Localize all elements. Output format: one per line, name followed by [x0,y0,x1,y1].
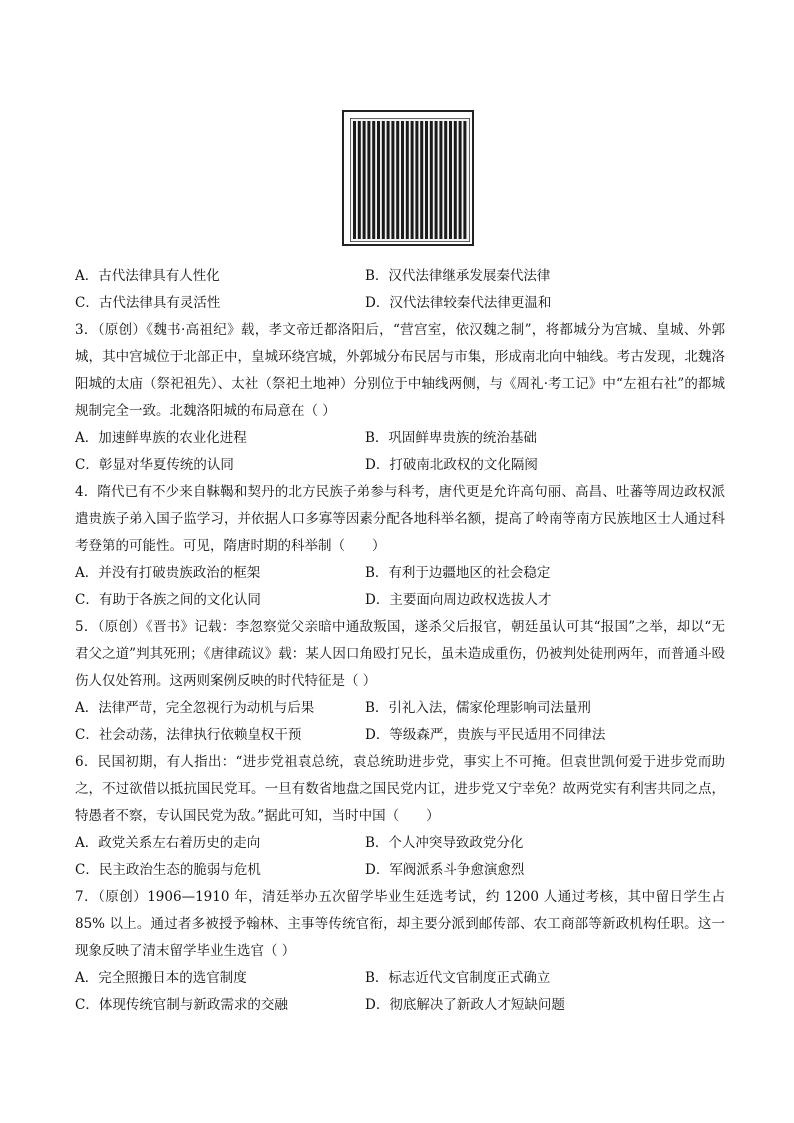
strip [372,121,375,239]
q6-options [75,830,725,884]
q2-option-d[interactable]: D．汉代法律较秦代法律更温和 [365,295,552,311]
q3-option-a[interactable]: A．加速鲜卑族的农业化进程 [75,430,247,446]
q7-options [75,965,725,1019]
strip [358,121,361,239]
q4-option-d[interactable]: D．主要面向周边政权选拔人才 [365,592,552,608]
vertical-strips-image [350,118,470,242]
question-5 [75,614,725,749]
strip [435,121,438,239]
q6-option-a[interactable]: A．政党关系左右着历史的走向 [75,835,261,851]
q3-options [75,425,725,479]
strip [415,121,418,239]
q4-stem: 4．隋代已有不少来自靺鞨和契丹的北方民族子弟参与科考，唐代更是允许高句丽、高昌、吐蕃等周边政权派遣贵族子弟入国子监学习，并依据人口多寡等因素分配各地科举名额，提高了岭南等南方民族地区士人通过科考登第的可能性。可见，隋唐时期的科举制（ ） [75,484,725,554]
q6-option-d[interactable]: D．军阀派系斗争愈演愈烈 [365,862,525,878]
q4-option-b[interactable]: B．有利于边疆地区的社会稳定 [365,565,551,581]
q7-stem: 7．（原创）1906—1910 年，清廷举办五次留学毕业生廷选考试，约 1200 人通过考核，其中留日学生占 85% 以上。通过者多被授予翰林、主事等传统官衔，却主要分派到邮传部、农工商部等新政机构任职。这一现象反映了清末留学毕业生选官（ ） [75,889,725,959]
q3-option-d[interactable]: D．打破南北政权的文化隔阂 [365,457,538,473]
strip [353,121,356,239]
strip [377,121,380,239]
strip [420,121,423,239]
q7-option-d[interactable]: D．彻底解决了新政人才短缺问题 [365,997,565,1013]
q7-option-b[interactable]: B．标志近代文官制度正式确立 [365,970,551,986]
q4-options [75,560,725,614]
q3-stem: 3．（原创）《魏书·高祖纪》载，孝文帝迁都洛阳后，“营宫室，依汉魏之制”，将都城分为宫城、皇城、外郭城，其中宫城位于北部正中，皇城环绕宫城，外郭城分布民居与市集，形成南北向中轴线。考古发现，北魏洛阳城的太庙（祭祀祖先）、太社（祭祀土地神）分别位于中轴线两侧，与《周礼·考工记》中“左祖右社”的都城规制完全一致。北魏洛阳城的布局意在（ ） [75,322,725,419]
q5-options [75,695,725,749]
strip [454,121,457,239]
q5-stem: 5．（原创）《晋书》记载：李忽察觉父亲暗中通敌叛国，遂杀父后报官，朝廷虽认可其“报国”之举，却以“无君父之道”判其死刑；《唐律疏议》载：某人因口角殴打兄长，虽未造成重伤，仍被判处徒刑两年，而普通斗殴伤人仅处笞刑。这两则案例反映的时代特征是（ ） [75,619,725,689]
question-6 [75,749,725,884]
question-3 [75,317,725,479]
q3-option-c[interactable]: C．彰显对华夏传统的认同 [75,457,234,473]
strip [363,121,366,239]
strip [387,121,390,239]
strip [406,121,409,239]
q5-option-d[interactable]: D．等级森严，贵族与平民适用不同律法 [365,727,606,743]
q2-option-b[interactable]: B．汉代法律继承发展秦代法律 [365,268,551,284]
strip [439,121,442,239]
strip [430,121,433,239]
strip [444,121,447,239]
strip [382,121,385,239]
strip [401,121,404,239]
q4-option-c[interactable]: C．有助于各族之间的文化认同 [75,592,261,608]
q5-option-c[interactable]: C．社会动荡，法律执行依赖皇权干预 [75,727,302,743]
strip [463,121,466,239]
q6-option-b[interactable]: B．个人冲突导致政党分化 [365,835,524,851]
q7-option-c[interactable]: C．体现传统官制与新政需求的交融 [75,997,288,1013]
q2-options [75,263,725,317]
question-7 [75,884,725,1019]
strip [449,121,452,239]
q7-option-a[interactable]: A．完全照搬日本的选官制度 [75,970,247,986]
strip [391,121,394,239]
question-4 [75,479,725,614]
q2-option-c[interactable]: C．古代法律具有灵活性 [75,295,221,311]
q5-option-a[interactable]: A．法律严苛，完全忽视行为动机与后果 [75,700,315,716]
strip [396,121,399,239]
strip [459,121,462,239]
question-2 [75,263,725,317]
q6-option-c[interactable]: C．民主政治生态的脆弱与危机 [75,862,261,878]
q2-option-a[interactable]: A．古代法律具有人性化 [75,268,220,284]
q5-option-b[interactable]: B．引礼入法，儒家伦理影响司法量刑 [365,700,591,716]
q6-stem: 6．民国初期，有人指出：“进步党祖袁总统，袁总统助进步党，事实上不可掩。但袁世凯何爱于进步党而助之，不过欲借以抵抗国民党耳。一旦有数省地盘之国民党内讧，进步党又宁幸免？故两党实有利害共同之点，特愚者不察，专认国民党为敌。”据此可知，当时中国（ ） [75,754,725,824]
q4-option-a[interactable]: A．并没有打破贵族政治的框架 [75,565,261,581]
q3-option-b[interactable]: B．巩固鲜卑贵族的统治基础 [365,430,537,446]
illustration-figure [342,110,474,246]
strip [367,121,370,239]
strip [425,121,428,239]
strip [411,121,414,239]
